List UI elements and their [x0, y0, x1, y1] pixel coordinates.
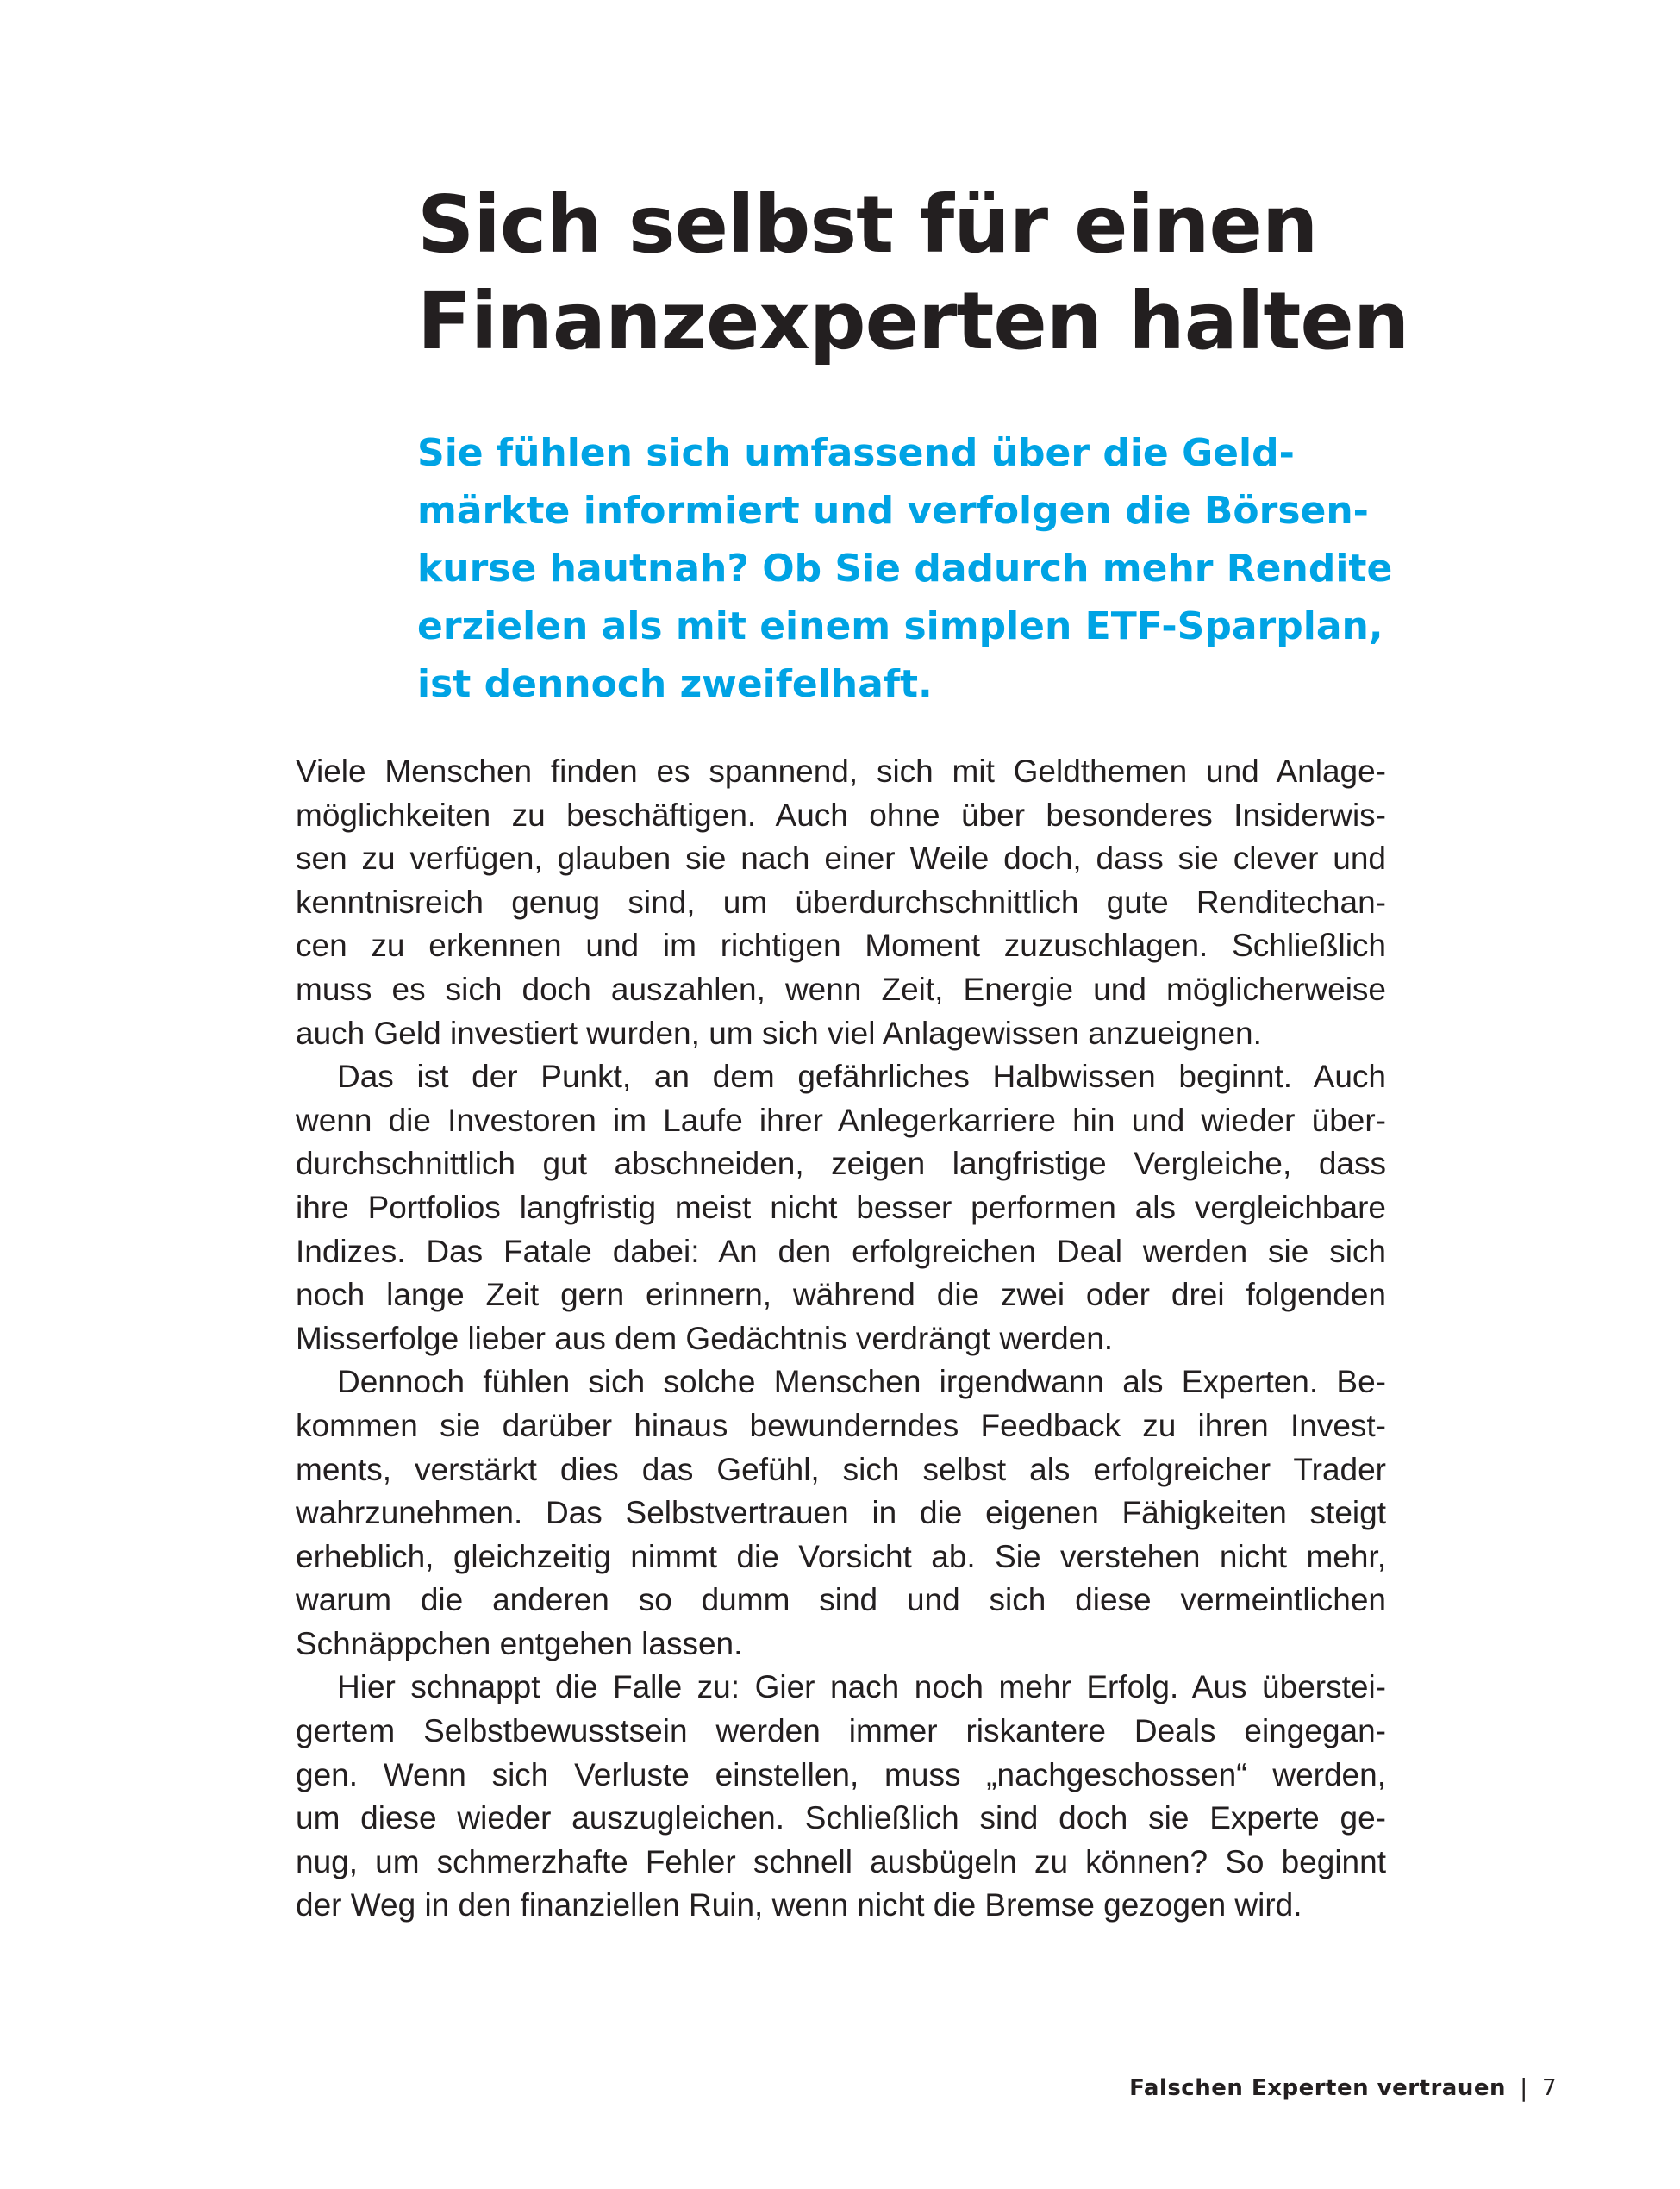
text-line: Misserfolge lieber aus dem Gedächtnis verdrängt werden.	[296, 1320, 1114, 1356]
running-footer-title: Falschen Experten vertrauen	[1129, 2074, 1507, 2101]
text-line: um diese wieder auszugleichen. Schließlich sind doch sie Experte ge-	[296, 1800, 1386, 1836]
text-line: kenntnisreich genug sind, um überdurchschnittlich gute Renditechan-	[296, 884, 1386, 920]
footer-separator: |	[1520, 2073, 1528, 2102]
lead-line: Sie fühlen sich umfassend über die Geld-	[417, 431, 1295, 475]
text-line: warum die anderen so dumm sind und sich diese vermeintlichen	[296, 1582, 1386, 1618]
paragraph-3	[296, 1360, 1386, 1666]
text-line: muss es sich doch auszahlen, wenn Zeit, Energie und möglicherweise	[296, 971, 1386, 1007]
text-line: sen zu verfügen, glauben sie nach einer Weile doch, dass sie clever und	[296, 841, 1386, 877]
text-line: noch lange Zeit gern erinnern, während die zwei oder drei folgenden	[296, 1277, 1386, 1313]
text-line: Hier schnappt die Falle zu: Gier nach noch mehr Erfolg. Aus überstei-	[337, 1669, 1386, 1705]
text-line: Schnäppchen entgehen lassen.	[296, 1625, 743, 1661]
text-line: kommen sie darüber hinaus bewunderndes Feedback zu ihren Invest-	[296, 1407, 1386, 1443]
lead-line: ist dennoch zweifelhaft.	[417, 662, 933, 706]
text-line: auch Geld investiert wurden, um sich viel Anlagewissen anzueignen.	[296, 1015, 1262, 1051]
text-line: nug, um schmerzhafte Fehler schnell ausbügeln zu können? So beginnt	[296, 1843, 1386, 1879]
lead-line: märkte informiert und verfolgen die Börsen-	[417, 489, 1369, 533]
page-footer	[1129, 2073, 1557, 2102]
page-number: 7	[1541, 2074, 1557, 2101]
text-line: Das ist der Punkt, an dem gefährliches Halbwissen beginnt. Auch	[337, 1059, 1386, 1095]
text-line: gen. Wenn sich Verluste einstellen, muss „nachgeschossen“ werden,	[296, 1756, 1386, 1792]
text-line: Indizes. Das Fatale dabei: An den erfolgreichen Deal werden sie sich	[296, 1233, 1386, 1269]
paragraph-2	[296, 1055, 1386, 1360]
text-line: erheblich, gleichzeitig nimmt die Vorsicht ab. Sie verstehen nicht mehr,	[296, 1538, 1386, 1574]
text-line: gertem Selbstbewusstsein werden immer riskantere Deals eingegan-	[296, 1713, 1386, 1749]
text-line: ihre Portfolios langfristig meist nicht besser performen als vergleichbare	[296, 1189, 1386, 1225]
text-line: Viele Menschen finden es spannend, sich mit Geldthemen und Anlage-	[296, 754, 1386, 789]
text-line: ments, verstärkt dies das Gefühl, sich selbst als erfolgreicher Trader	[296, 1451, 1386, 1487]
title-line: Sich selbst für einen	[417, 178, 1318, 271]
body-text	[296, 750, 1386, 1928]
text-line: wahrzunehmen. Das Selbstvertrauen in die eigenen Fähigkeiten steigt	[296, 1495, 1386, 1531]
lead-line: kurse hautnah? Ob Sie dadurch mehr Rendite	[417, 547, 1393, 591]
text-line: wenn die Investoren im Laufe ihrer Anlegerkarriere hin und wieder über-	[296, 1102, 1386, 1138]
page-title	[417, 177, 1538, 370]
lead-paragraph	[417, 424, 1408, 713]
paragraph-1	[296, 750, 1386, 1055]
title-line: Finanzexperten halten	[417, 275, 1409, 367]
text-line: möglichkeiten zu beschäftigen. Auch ohne über besonderes Insiderwis-	[296, 797, 1386, 833]
text-line: der Weg in den finanziellen Ruin, wenn nicht die Bremse gezogen wird.	[296, 1887, 1302, 1923]
text-line: Dennoch fühlen sich solche Menschen irgendwann als Experten. Be-	[337, 1364, 1386, 1400]
text-line: durchschnittlich gut abschneiden, zeigen langfristige Vergleiche, dass	[296, 1146, 1386, 1182]
paragraph-4	[296, 1666, 1386, 1928]
text-line: cen zu erkennen und im richtigen Moment zuzuschlagen. Schließlich	[296, 928, 1386, 964]
lead-line: erzielen als mit einem simplen ETF-Sparplan,	[417, 604, 1383, 648]
